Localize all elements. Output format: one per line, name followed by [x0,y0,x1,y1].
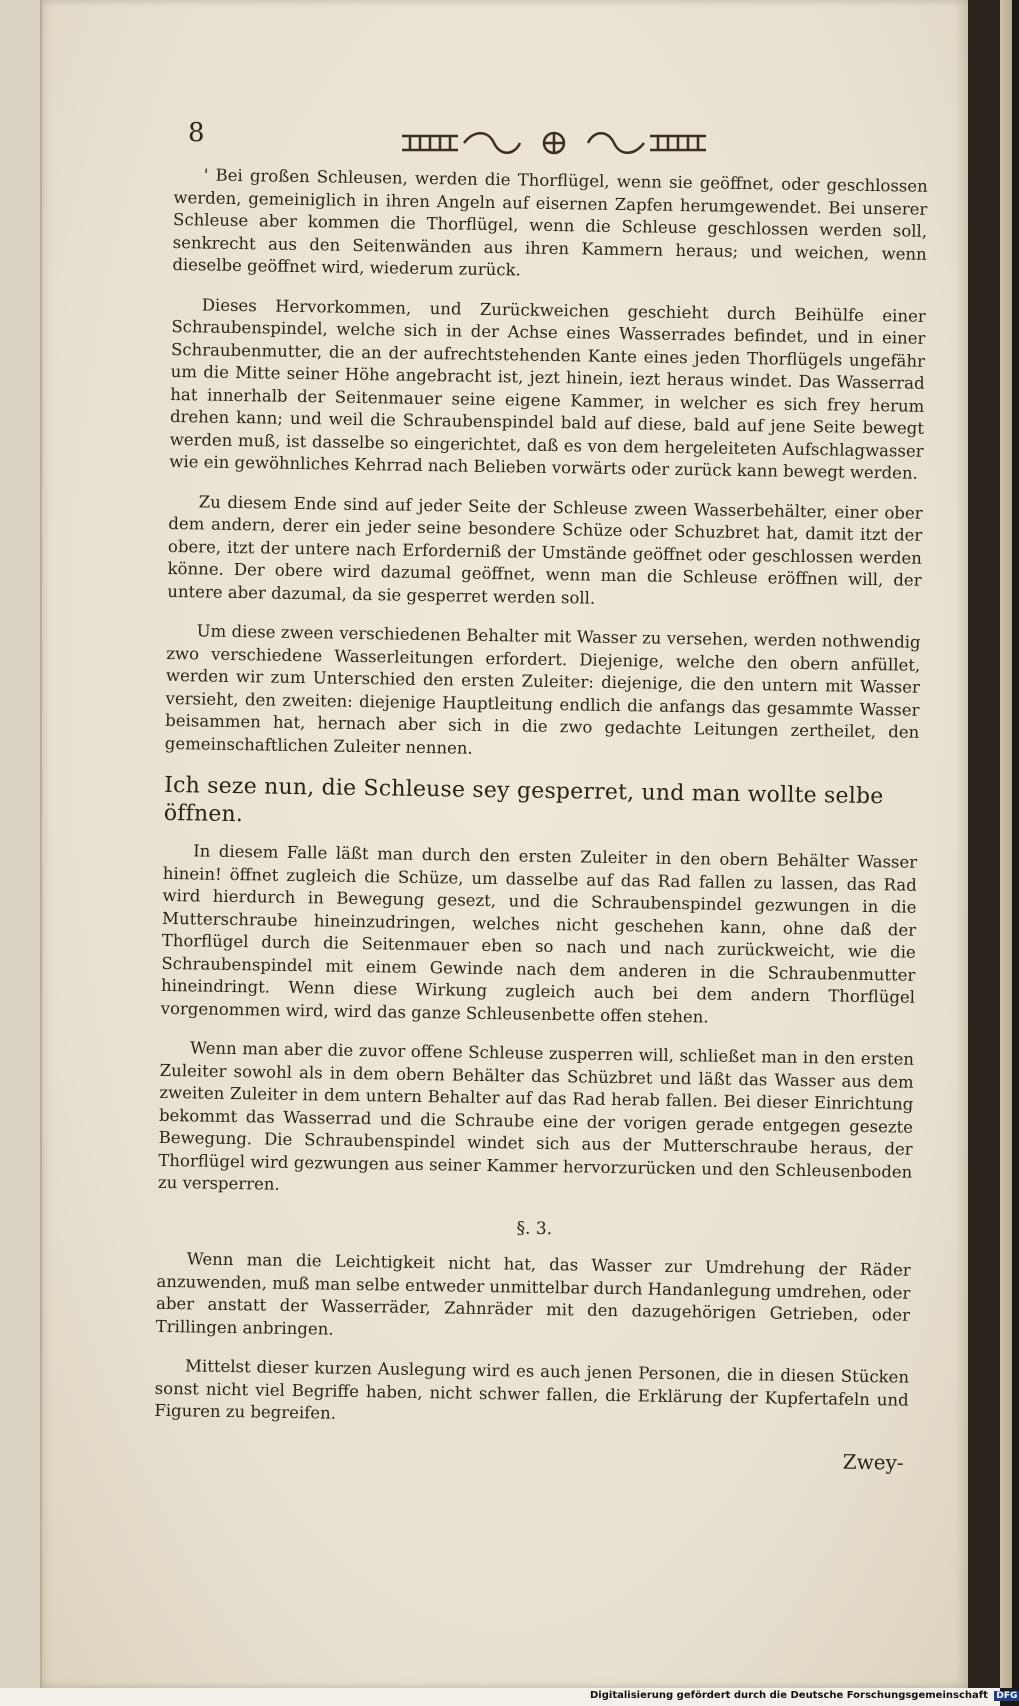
paragraph: Dieses Hervorkommen, und Zurückweichen geschieht durch Beihülfe einer Schraubenspindel, welche sich in der Achse eines Wasserrades befindet, und in einer Schraubenmutter, die an der aufrechtstehenden Kante eines jeden Thorflügels ungefähr um die Mitte seiner Höhe angebracht ist, jezt hinein, iezt heraus windet. Das Wasserrad hat innerhalb der Seitenmauer seine eigene Kammer, in welcher es sich frey herum drehen kann; und weil die Schraubenspindel bald auf diese, bald auf jene Seite bewegt werden muß, ist dasselbe so eingerichtet, daß es von dem hergeleiteten Aufschlagwasser wie ein gewöhnliches Kehrrad nach Belieben vorwärts oder zurück kann bewegt werden. [169,294,926,483]
paragraph: Mittelst dieser kurzen Auslegung wird es auch jenen Personen, die in diesen Stücken sonst nicht viel Begriffe haben, nicht schwer fallen, die Erklärung der Kupfertafeln und Figuren zu begreifen. [154,1356,910,1423]
paragraph: Wenn man aber die zuvor offene Schleuse zusperren will, schließet man in den ersten Zuleiter sowohl als in dem obern Behälter das Schüzbret und läßt das Wasser aus dem zweiten Zuleiter in dem untern Behalter auf das Rad herab fallen. Bei dieser Einrichtung bekommt das Wasserrad und die Schraube eine der vorigen gerade entgegen gesezte Bewegung. Die Schraubenspindel windet sich aus der Mutterschraube heraus, der Thorflügel wird gezwungen aus seiner Kammer hervorzurücken und den Schleusenboden zu versperren. [157,1038,915,1194]
page-number: 8 [188,118,205,148]
page-edge [1000,0,1012,1688]
section-mark: §. 3. [516,1218,553,1239]
catchword: Zwey- [842,1449,904,1475]
paragraph: In diesem Falle läßt man durch den ersten Zuleiter in den obern Behälter Wasser hinein! öffnet zugleich die Schüze, um dasselbe auf das Rad fallen zu lassen, das Rad wird hierdurch in Bewegung gesezt, und die Schraubenspindel gezwungen in die Mutterschraube hineinzudringen, welches nicht geschehen kann, ohne daß der Thorflügel durch die Seitenmauer eben so nach und nach zurückweicht, wie die Schraubenspindel mit einem Gewinde nach dem anderen in die Schraubenmutter hineindringt. Wenn diese Wirkung zugleich auch bei dem andern Thorflügel vorgenommen wird, wird das ganze Schleusenbette offen stehen. [160,841,918,1027]
paragraph: Zu diesem Ende sind auf jeder Seite der Schleuse zween Wasserbehälter, einer ober dem andern, derer ein jeder seine besondere Schüze oder Schuzbret hat, damit itzt der obere, itzt der untere nach Erforderniß der Umstände geöffnet oder geschlossen werden könne. Der obere wird dazumal geöffnet, wenn man die Schleuse eröffnen will, der untere aber dazumal, da sie gesperret werden soll. [167,491,923,608]
credit-text: Digitalisierung gefördert durch die Deutsche Forschungsgemeinschaft [590,1690,988,1701]
digitization-credit [590,1690,1019,1701]
subheading: Ich seze nun, die Schleuse sey gesperret, und man wollte selbe öffnen. [163,772,884,828]
page-body-text [154,164,928,1474]
paragraph: Wenn man die Leichtigkeit nicht hat, das Wasser zur Umdrehung der Räder anzuwenden, muß man selbe entweder unmittelbar durch Handanlegung umdrehen, oder aber anstatt der Wasserräder, Zahnräder mit den dazugehörigen Getrieben, oder Trillingen anbringen. [155,1249,911,1339]
scan-background-right [968,0,1000,1706]
scan-background-left [0,0,42,1706]
dfg-logo-icon: DFG [996,1691,1018,1701]
paragraph: Um diese zween verschiedenen Behalter mit Wasser zu versehen, werden nothwendig zwo verschiedene Wasserleitungen erfordert. Diejenige, welche den obern anfüllet, werden wir zum Unterschied den ersten Zuleiter: diejenige, die den untern mit Wasser versieht, den zweiten: diejenige Hauptleitung endlich die anfangs das gesammte Wasser beisammen hat, hernach aber sich in die zwo gedachte Leitungen zertheilet, den gemeinschaftlichen Zuleiter nennen. [164,621,921,758]
ornament-headpiece-icon [398,128,710,158]
paragraph: ' Bei großen Schleusen, werden die Thorflügel, wenn sie geöffnet, oder geschlossen werden, gemeiniglich in ihren Angeln auf eisernen Zapfen herumgewendet. Bei unserer Schleuse aber kommen die Thorflügel, wenn die Schleuse geschlossen werden soll, senkrecht aus den Seitenwänden aus ihren Kammern heraus; und weichen, wenn dieselbe geöffnet wird, wiederum zurück. [172,165,928,280]
